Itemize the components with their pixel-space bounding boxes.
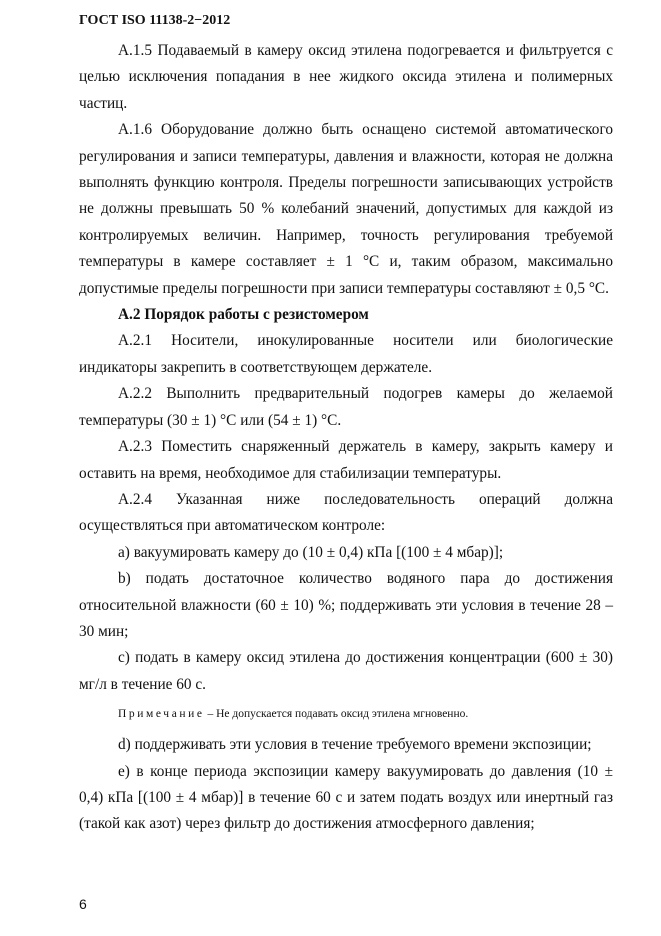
list-item-b: b) подать достаточное количество водяного пара до достижения относительной влажности (60 ± 10) %; поддерживать эти условия в течение 28 – 30 мин; xyxy=(79,570,613,640)
section-heading: А.2 Порядок работы с резистомером xyxy=(118,306,369,324)
page-number: 6 xyxy=(79,896,87,912)
page-body xyxy=(79,38,613,838)
paragraph-a21: А.2.1 Носители, инокулированные носители или биологические индикаторы закрепить в соответствующем держателе. xyxy=(79,332,613,376)
paragraph-a16: А.1.6 Оборудование должно быть оснащено системой автоматического регулирования и записи температуры, давления и влажности, которая не должна выполнять функцию контроля. Пределы погрешности записывающих устройств не должны превышать 50 % колебаний значений, допустимых для каждой из контролируемых величин. Например, точность регулирования требуемой температуры в камере составляет ± 1 °С и, таким образом, максимально допустимые пределы погрешности при записи температуры составляют ± 0,5 °С. xyxy=(79,121,613,297)
list-item-e: е) в конце периода экспозиции камеру вакуумировать до давления (10 ± 0,4) кПа [(100 ± 4 мбар)] в течение 60 с и затем подать воздух или инертный газ (такой как азот) через фильтр до достижения атмосферного давления; xyxy=(79,762,613,833)
list-item-a: а) вакуумировать камеру до (10 ± 0,4) кПа [(100 ± 4 мбар)]; xyxy=(118,543,504,561)
paragraph-a15: А.1.5 Подаваемый в камеру оксид этилена подогревается и фильтруется с целью исключения попадания в нее жидкого оксида этилена и полимерных частиц. xyxy=(79,42,613,112)
paragraph-a22: А.2.2 Выполнить предварительный подогрев камеры до желаемой температуры (30 ± 1) °С или (54 ± 1) °С. xyxy=(79,385,613,429)
note xyxy=(79,703,613,725)
list-item-d: d) поддерживать эти условия в течение требуемого времени экспозиции; xyxy=(118,736,592,754)
document-header: ГОСТ ISO 11138-2−2012 xyxy=(79,13,231,28)
note-text: – Не допускается подавать оксид этилена мгновенно. xyxy=(204,708,469,721)
list-item-c: с) подать в камеру оксид этилена до достижения концентрации (600 ± 30) мг/л в течение 60 с. xyxy=(79,649,613,693)
paragraph-a23: А.2.3 Поместить снаряженный держатель в камеру, закрыть камеру и оставить на время, необходимое для стабилизации температуры. xyxy=(79,438,613,482)
note-label: Примечание xyxy=(118,708,205,721)
paragraph-a24: А.2.4 Указанная ниже последовательность операций должна осуществляться при автоматическом контроле: xyxy=(79,490,613,535)
